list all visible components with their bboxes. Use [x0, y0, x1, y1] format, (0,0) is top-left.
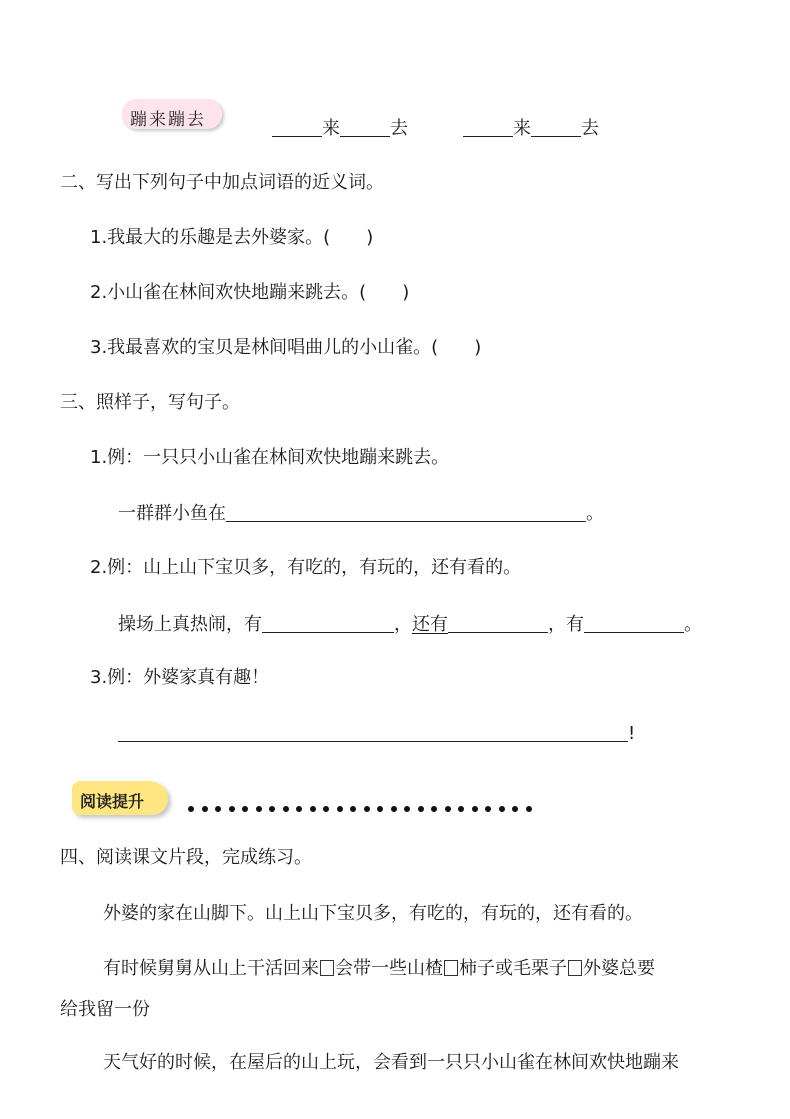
- pattern-qu: 去: [581, 118, 599, 139]
- exercise-2-end: 。: [684, 614, 702, 635]
- passage-text: 柿子或毛栗子: [459, 958, 567, 979]
- example-1: 1.例：一只只小山雀在林间欢快地蹦来跳去。: [90, 447, 450, 468]
- pattern-blank[interactable]: [463, 118, 513, 137]
- exercise-2-you: ，有: [548, 614, 584, 635]
- passage-paragraph-2-cont: 给我留一份: [60, 999, 150, 1020]
- pattern-blank[interactable]: [531, 118, 581, 137]
- separator-dot: [404, 806, 410, 812]
- separator-dot: [256, 806, 262, 812]
- synonym-item-2: 2.小山雀在林间欢快地蹦来跳去。( ): [90, 282, 410, 303]
- reading-improvement-badge: [72, 781, 168, 815]
- separator-dot: [377, 806, 383, 812]
- separator-dot: [458, 806, 464, 812]
- pattern-blank[interactable]: [340, 118, 390, 137]
- pattern-blank[interactable]: [272, 118, 322, 137]
- section-4-heading: 四、阅读课文片段，完成练习。: [60, 847, 312, 868]
- exercise-2-haiyou: 还有: [412, 614, 448, 635]
- separator-dot: [445, 806, 451, 812]
- passage-paragraph-1: 外婆的家在山脚下。山上山下宝贝多，有吃的，有玩的，还有看的。: [103, 903, 643, 924]
- separator-dot: [472, 806, 478, 812]
- example-3: 3.例：外婆家真有趣！: [90, 667, 270, 688]
- exercise-2: [118, 614, 702, 634]
- separator-dot: [296, 806, 302, 812]
- pattern-group-2: [463, 118, 599, 138]
- punctuation-box[interactable]: [568, 960, 582, 976]
- passage-paragraph-2: [103, 960, 655, 978]
- comma: ，: [394, 614, 412, 635]
- dotted-separator: [188, 796, 539, 810]
- example-2: 2.例：山上山下宝贝多，有吃的，有玩的，还有看的。: [90, 557, 522, 578]
- separator-dot: [215, 806, 221, 812]
- separator-dot: [499, 806, 505, 812]
- synonym-item-1: 1.我最大的乐趣是去外婆家。( ): [90, 227, 374, 248]
- word-tag-label: 蹦来蹦去: [130, 110, 206, 130]
- answer-blank[interactable]: [226, 503, 586, 522]
- separator-dot: [512, 806, 518, 812]
- exercise-1-end: 。: [586, 503, 604, 524]
- answer-blank[interactable]: [262, 614, 394, 633]
- separator-dot: [323, 806, 329, 812]
- answer-blank[interactable]: [448, 614, 548, 633]
- punctuation-box[interactable]: [320, 960, 334, 976]
- separator-dot: [337, 806, 343, 812]
- reading-badge-label: 阅读提升: [80, 792, 145, 811]
- answer-blank[interactable]: [584, 614, 684, 633]
- pattern-qu: 去: [390, 118, 408, 139]
- pattern-lai: 来: [513, 118, 531, 139]
- separator-dot: [242, 806, 248, 812]
- separator-dot: [188, 806, 194, 812]
- exercise-3: [118, 723, 635, 743]
- separator-dot: [418, 806, 424, 812]
- separator-dot: [526, 806, 532, 812]
- separator-dot: [485, 806, 491, 812]
- synonym-item-3: 3.我最喜欢的宝贝是林间唱曲儿的小山雀。( ): [90, 337, 482, 358]
- separator-dot: [391, 806, 397, 812]
- separator-dot: [269, 806, 275, 812]
- passage-text: 外婆总要: [583, 958, 655, 979]
- exercise-2-prompt: 操场上真热闹，有: [118, 614, 262, 635]
- word-tag: [122, 99, 222, 129]
- separator-dot: [229, 806, 235, 812]
- separator-dot: [431, 806, 437, 812]
- separator-dot: [350, 806, 356, 812]
- punctuation-box[interactable]: [444, 960, 458, 976]
- passage-text: 有时候舅舅从山上干活回来: [103, 958, 319, 979]
- separator-dot: [310, 806, 316, 812]
- exercise-3-end: !: [628, 723, 636, 744]
- passage-text: 会带一些山楂: [335, 958, 443, 979]
- separator-dot: [202, 806, 208, 812]
- exercise-1: [118, 503, 604, 523]
- exercise-1-prompt: 一群群小鱼在: [118, 503, 226, 524]
- section-2-heading: 二、写出下列句子中加点词语的近义词。: [60, 172, 384, 193]
- pattern-lai: 来: [322, 118, 340, 139]
- answer-blank[interactable]: [118, 723, 628, 742]
- pattern-group-1: [272, 118, 408, 138]
- passage-paragraph-3: 天气好的时候，在屋后的山上玩，会看到一只只小山雀在林间欢快地蹦来: [103, 1052, 679, 1073]
- separator-dot: [283, 806, 289, 812]
- section-3-heading: 三、照样子，写句子。: [60, 392, 240, 413]
- separator-dot: [364, 806, 370, 812]
